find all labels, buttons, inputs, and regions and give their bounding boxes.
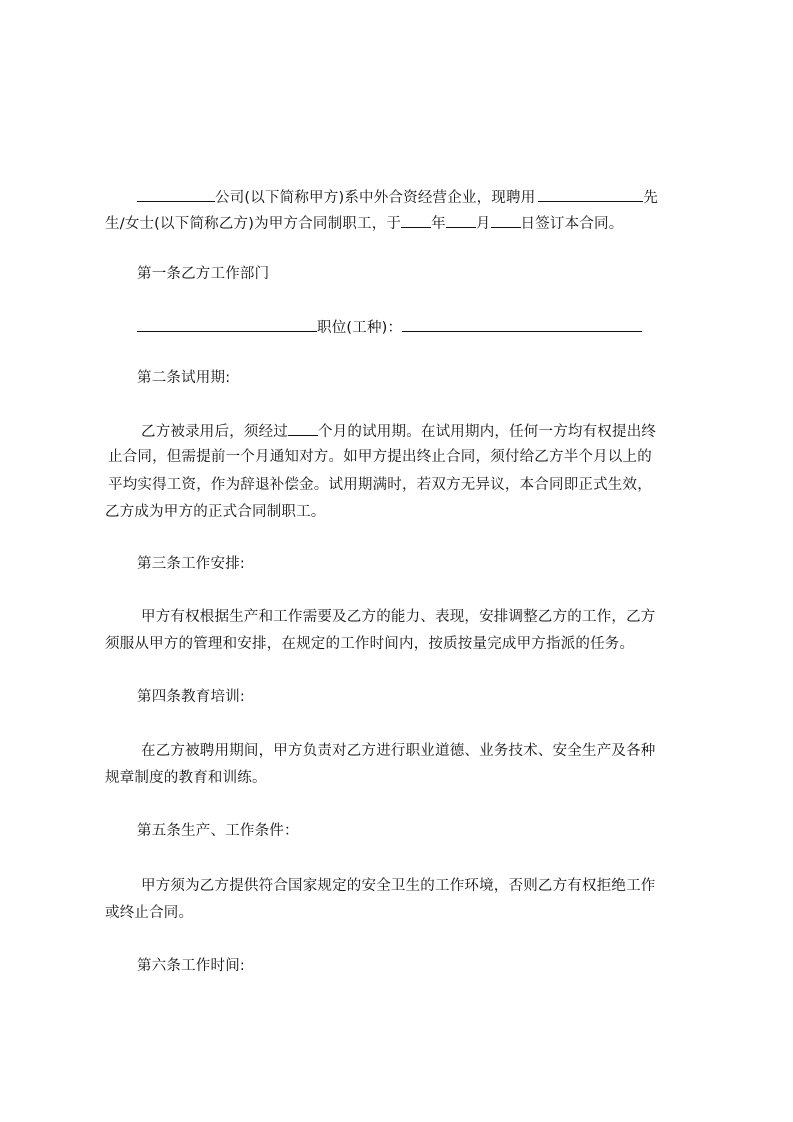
year-label: 年	[431, 216, 446, 232]
article-2-text-b: 个月的试用期。在试用期内，任何一方均有权提出终	[318, 424, 657, 440]
article-2-line-4: 乙方成为甲方的正式合同制职工。	[105, 504, 326, 520]
article-4-heading: 第四条教育培训:	[137, 689, 245, 705]
article-4-line-2: 规章制度的教育和训练。	[105, 770, 267, 786]
article-4-line-1: 在乙方被聘用期间，甲方负责对乙方进行职业道德、业务技术、安全生产及各种	[141, 743, 656, 759]
month-label: 月	[475, 216, 491, 232]
company-name-blank[interactable]	[137, 186, 215, 202]
article-2-line-2: 止合同，但需提前一个月通知对方。如甲方提出终止合同，须付给乙方半个月以上的	[108, 449, 652, 465]
intro-end-text: 先	[643, 190, 659, 206]
day-blank[interactable]	[491, 212, 521, 228]
article-5-heading: 第五条生产、工作条件：	[137, 823, 299, 839]
article-2-line-3: 平均实得工资，作为辞退补偿金。试用期满时，若双方无异议，本合同即正式生效，	[108, 477, 652, 493]
article-1-position-line	[137, 316, 642, 338]
article-2-text-a: 乙方被录用后，须经过	[141, 424, 288, 440]
article-1-heading: 第一条乙方工作部门	[137, 266, 270, 282]
year-blank[interactable]	[401, 212, 431, 228]
intro-line-1	[137, 186, 658, 208]
article-2-line-1	[141, 420, 656, 442]
intro-line2-text: 生/女士(以下简称乙方)为甲方合同制职工，于	[105, 216, 402, 232]
intro-line-2	[105, 212, 623, 234]
article-3-line-2: 须服从甲方的管理和安排，在规定的工作时间内，按质按量完成甲方指派的任务。	[105, 636, 635, 652]
article-3-heading: 第三条工作安排:	[137, 556, 245, 572]
month-blank[interactable]	[446, 212, 476, 228]
article-6-heading: 第六条工作时间:	[137, 958, 245, 974]
department-blank[interactable]	[137, 316, 317, 332]
probation-months-blank[interactable]	[288, 420, 318, 436]
employee-name-blank[interactable]	[538, 186, 643, 202]
position-label: 职位(工种)：	[317, 320, 403, 336]
position-blank[interactable]	[402, 316, 642, 332]
day-label: 日签订本合同。	[520, 216, 624, 232]
article-2-heading: 第二条试用期:	[137, 370, 231, 386]
article-3-line-1: 甲方有权根据生产和工作需要及乙方的能力、表现，安排调整乙方的工作，乙方	[141, 609, 656, 625]
intro-company-text: 公司(以下简称甲方)系中外合资经营企业，现聘用	[215, 190, 536, 206]
article-5-line-2: 或终止合同。	[105, 905, 194, 921]
article-5-line-1: 甲方须为乙方提供符合国家规定的安全卫生的工作环境，否则乙方有权拒绝工作	[141, 878, 656, 894]
